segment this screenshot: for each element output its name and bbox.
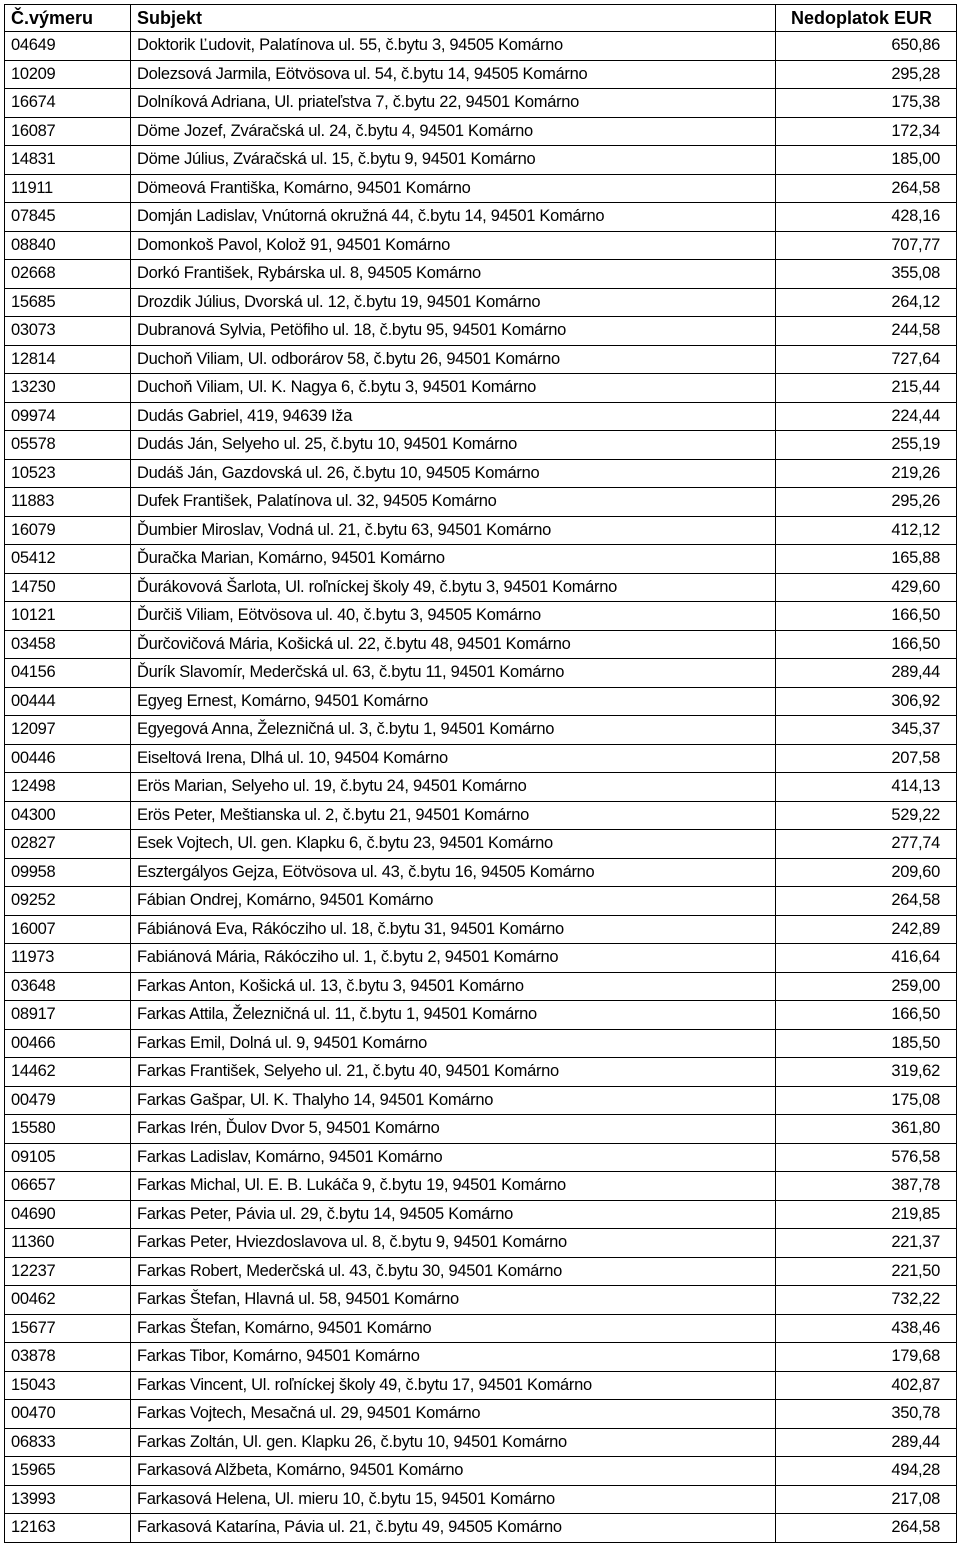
decision-number-cell: 15043: [5, 1371, 131, 1400]
table-row: [5, 915, 957, 944]
subject-cell: Farkas Vincent, Ul. roľníckej školy 49, č.bytu 17, 94501 Komárno: [131, 1371, 776, 1400]
arrears-amount-cell: 259,00: [776, 972, 957, 1001]
table-row: [5, 1286, 957, 1315]
arrears-amount-cell: 529,22: [776, 801, 957, 830]
arrears-amount-cell: 166,50: [776, 602, 957, 631]
arrears-amount-cell: 185,00: [776, 146, 957, 175]
subject-cell: Ďumbier Miroslav, Vodná ul. 21, č.bytu 63, 94501 Komárno: [131, 516, 776, 545]
arrears-amount-cell: 438,46: [776, 1314, 957, 1343]
table-row: [5, 516, 957, 545]
table-row: [5, 545, 957, 574]
subject-cell: Dubranová Sylvia, Petöfiho ul. 18, č.bytu 95, 94501 Komárno: [131, 317, 776, 346]
table-row: [5, 1400, 957, 1429]
decision-number-cell: 02827: [5, 830, 131, 859]
subject-cell: Duchoň Viliam, Ul. odborárov 58, č.bytu 26, 94501 Komárno: [131, 345, 776, 374]
subject-cell: Farkas Štefan, Hlavná ul. 58, 94501 Komárno: [131, 1286, 776, 1315]
subject-cell: Egyegová Anna, Železničná ul. 3, č.bytu 1, 94501 Komárno: [131, 716, 776, 745]
arrears-amount-cell: 242,89: [776, 915, 957, 944]
arrears-amount-cell: 350,78: [776, 1400, 957, 1429]
subject-cell: Dolezsová Jarmila, Eötvösova ul. 54, č.bytu 14, 94505 Komárno: [131, 60, 776, 89]
table-row: [5, 887, 957, 916]
decision-number-cell: 03878: [5, 1343, 131, 1372]
subject-cell: Ďuračka Marian, Komárno, 94501 Komárno: [131, 545, 776, 574]
subject-cell: Domján Ladislav, Vnútorná okružná 44, č.bytu 14, 94501 Komárno: [131, 203, 776, 232]
header-row: [5, 5, 957, 32]
subject-cell: Ďurík Slavomír, Mederčská ul. 63, č.bytu 11, 94501 Komárno: [131, 659, 776, 688]
decision-number-cell: 04690: [5, 1200, 131, 1229]
table-row: [5, 1115, 957, 1144]
table-row: [5, 1514, 957, 1543]
table-row: [5, 1314, 957, 1343]
table-row: [5, 402, 957, 431]
arrears-amount-cell: 224,44: [776, 402, 957, 431]
arrears-amount-cell: 289,44: [776, 1428, 957, 1457]
arrears-amount-cell: 494,28: [776, 1457, 957, 1486]
subject-cell: Ďurčiš Viliam, Eötvösova ul. 40, č.bytu 3, 94505 Komárno: [131, 602, 776, 631]
decision-number-cell: 15685: [5, 288, 131, 317]
decision-number-cell: 12814: [5, 345, 131, 374]
table-row: [5, 1058, 957, 1087]
subject-cell: Farkasová Helena, Ul. mieru 10, č.bytu 15, 94501 Komárno: [131, 1485, 776, 1514]
subject-cell: Duchoň Viliam, Ul. K. Nagya 6, č.bytu 3, 94501 Komárno: [131, 374, 776, 403]
subject-cell: Farkas Emil, Dolná ul. 9, 94501 Komárno: [131, 1029, 776, 1058]
arrears-amount-cell: 219,85: [776, 1200, 957, 1229]
arrears-amount-cell: 306,92: [776, 687, 957, 716]
arrears-amount-cell: 172,34: [776, 117, 957, 146]
table-row: [5, 1029, 957, 1058]
subject-cell: Dudáš Ján, Gazdovská ul. 26, č.bytu 10, 94505 Komárno: [131, 459, 776, 488]
arrears-amount-cell: 295,26: [776, 488, 957, 517]
table-row: [5, 858, 957, 887]
subject-cell: Dolníková Adriana, Ul. priateľstva 7, č.bytu 22, 94501 Komárno: [131, 89, 776, 118]
decision-number-cell: 13230: [5, 374, 131, 403]
decision-number-cell: 11360: [5, 1229, 131, 1258]
table-row: [5, 89, 957, 118]
table-row: [5, 174, 957, 203]
table-row: [5, 459, 957, 488]
table-row: [5, 830, 957, 859]
table-header: [5, 5, 957, 32]
arrears-amount-cell: 429,60: [776, 573, 957, 602]
table-row: [5, 1371, 957, 1400]
decision-number-cell: 04300: [5, 801, 131, 830]
subject-cell: Farkas František, Selyeho ul. 21, č.bytu 40, 94501 Komárno: [131, 1058, 776, 1087]
decision-number-cell: 09974: [5, 402, 131, 431]
decision-number-cell: 06657: [5, 1172, 131, 1201]
table-row: [5, 374, 957, 403]
table-row: [5, 345, 957, 374]
arrears-amount-cell: 576,58: [776, 1143, 957, 1172]
decision-number-cell: 16087: [5, 117, 131, 146]
arrears-amount-cell: 319,62: [776, 1058, 957, 1087]
decision-number-cell: 07845: [5, 203, 131, 232]
subject-cell: Esztergályos Gejza, Eötvösova ul. 43, č.bytu 16, 94505 Komárno: [131, 858, 776, 887]
decision-number-cell: 16674: [5, 89, 131, 118]
table-row: [5, 117, 957, 146]
decision-number-cell: 14750: [5, 573, 131, 602]
decision-number-cell: 00479: [5, 1086, 131, 1115]
decision-number-cell: 09958: [5, 858, 131, 887]
arrears-amount-cell: 207,58: [776, 744, 957, 773]
subject-cell: Farkasová Alžbeta, Komárno, 94501 Komárno: [131, 1457, 776, 1486]
table-row: [5, 146, 957, 175]
table-row: [5, 602, 957, 631]
decision-number-cell: 02668: [5, 260, 131, 289]
subject-cell: Erös Peter, Meštianska ul. 2, č.bytu 21, 94501 Komárno: [131, 801, 776, 830]
arrears-amount-cell: 185,50: [776, 1029, 957, 1058]
decision-number-cell: 03458: [5, 630, 131, 659]
decision-number-cell: 11973: [5, 944, 131, 973]
table-body: [5, 32, 957, 1543]
decision-number-cell: 00462: [5, 1286, 131, 1315]
decision-number-cell: 16007: [5, 915, 131, 944]
table-row: [5, 944, 957, 973]
subject-cell: Dudás Gabriel, 419, 94639 Iža: [131, 402, 776, 431]
arrears-amount-cell: 264,58: [776, 1514, 957, 1543]
table-row: [5, 1001, 957, 1030]
decision-number-cell: 08917: [5, 1001, 131, 1030]
subject-cell: Farkas Vojtech, Mesačná ul. 29, 94501 Komárno: [131, 1400, 776, 1429]
subject-cell: Dufek František, Palatínova ul. 32, 94505 Komárno: [131, 488, 776, 517]
subject-cell: Farkas Tibor, Komárno, 94501 Komárno: [131, 1343, 776, 1372]
decision-number-cell: 16079: [5, 516, 131, 545]
arrears-amount-cell: 402,87: [776, 1371, 957, 1400]
arrears-table: [4, 4, 957, 1543]
decision-number-cell: 12097: [5, 716, 131, 745]
table-row: [5, 203, 957, 232]
arrears-amount-cell: 166,50: [776, 1001, 957, 1030]
decision-number-cell: 10121: [5, 602, 131, 631]
decision-number-cell: 03073: [5, 317, 131, 346]
arrears-amount-cell: 412,12: [776, 516, 957, 545]
table-row: [5, 1143, 957, 1172]
decision-number-cell: 14462: [5, 1058, 131, 1087]
subject-cell: Farkas Robert, Mederčská ul. 43, č.bytu 30, 94501 Komárno: [131, 1257, 776, 1286]
arrears-amount-cell: 361,80: [776, 1115, 957, 1144]
decision-number-cell: 00446: [5, 744, 131, 773]
arrears-amount-cell: 387,78: [776, 1172, 957, 1201]
table-row: [5, 1086, 957, 1115]
table-row: [5, 1343, 957, 1372]
header-arrears-amount: Nedoplatok EUR: [776, 5, 957, 32]
table-row: [5, 687, 957, 716]
subject-cell: Dömeová Františka, Komárno, 94501 Komárno: [131, 174, 776, 203]
table-row: [5, 32, 957, 61]
arrears-amount-cell: 277,74: [776, 830, 957, 859]
arrears-amount-cell: 289,44: [776, 659, 957, 688]
subject-cell: Eiseltová Irena, Dlhá ul. 10, 94504 Komárno: [131, 744, 776, 773]
arrears-amount-cell: 209,60: [776, 858, 957, 887]
arrears-amount-cell: 175,38: [776, 89, 957, 118]
decision-number-cell: 10523: [5, 459, 131, 488]
subject-cell: Farkas Peter, Hviezdoslavova ul. 8, č.bytu 9, 94501 Komárno: [131, 1229, 776, 1258]
decision-number-cell: 09105: [5, 1143, 131, 1172]
subject-cell: Doktorik Ľudovit, Palatínova ul. 55, č.bytu 3, 94505 Komárno: [131, 32, 776, 61]
subject-cell: Döme Jozef, Zváračská ul. 24, č.bytu 4, 94501 Komárno: [131, 117, 776, 146]
arrears-amount-cell: 166,50: [776, 630, 957, 659]
table-row: [5, 488, 957, 517]
decision-number-cell: 04156: [5, 659, 131, 688]
subject-cell: Farkasová Katarína, Pávia ul. 21, č.bytu 49, 94505 Komárno: [131, 1514, 776, 1543]
subject-cell: Fábian Ondrej, Komárno, 94501 Komárno: [131, 887, 776, 916]
arrears-amount-cell: 416,64: [776, 944, 957, 973]
decision-number-cell: 05578: [5, 431, 131, 460]
table-row: [5, 744, 957, 773]
table-row: [5, 431, 957, 460]
arrears-amount-cell: 264,12: [776, 288, 957, 317]
table-row: [5, 1485, 957, 1514]
decision-number-cell: 11911: [5, 174, 131, 203]
arrears-amount-cell: 707,77: [776, 231, 957, 260]
table-row: [5, 317, 957, 346]
decision-number-cell: 10209: [5, 60, 131, 89]
arrears-amount-cell: 414,13: [776, 773, 957, 802]
arrears-amount-cell: 428,16: [776, 203, 957, 232]
decision-number-cell: 06833: [5, 1428, 131, 1457]
subject-cell: Farkas Gašpar, Ul. K. Thalyho 14, 94501 Komárno: [131, 1086, 776, 1115]
subject-cell: Erös Marian, Selyeho ul. 19, č.bytu 24, 94501 Komárno: [131, 773, 776, 802]
decision-number-cell: 00444: [5, 687, 131, 716]
arrears-amount-cell: 264,58: [776, 174, 957, 203]
subject-cell: Fábiánová Eva, Rákócziho ul. 18, č.bytu 31, 94501 Komárno: [131, 915, 776, 944]
subject-cell: Domonkoš Pavol, Kolož 91, 94501 Komárno: [131, 231, 776, 260]
subject-cell: Farkas Peter, Pávia ul. 29, č.bytu 14, 94505 Komárno: [131, 1200, 776, 1229]
subject-cell: Farkas Ladislav, Komárno, 94501 Komárno: [131, 1143, 776, 1172]
subject-cell: Döme Július, Zváračská ul. 15, č.bytu 9, 94501 Komárno: [131, 146, 776, 175]
table-row: [5, 1172, 957, 1201]
decision-number-cell: 00470: [5, 1400, 131, 1429]
decision-number-cell: 12498: [5, 773, 131, 802]
subject-cell: Farkas Michal, Ul. E. B. Lukáča 9, č.bytu 19, 94501 Komárno: [131, 1172, 776, 1201]
header-subject: Subjekt: [131, 5, 776, 32]
arrears-amount-cell: 355,08: [776, 260, 957, 289]
table-row: [5, 1457, 957, 1486]
table-row: [5, 773, 957, 802]
decision-number-cell: 15580: [5, 1115, 131, 1144]
arrears-amount-cell: 217,08: [776, 1485, 957, 1514]
decision-number-cell: 04649: [5, 32, 131, 61]
subject-cell: Drozdik Július, Dvorská ul. 12, č.bytu 19, 94501 Komárno: [131, 288, 776, 317]
arrears-amount-cell: 732,22: [776, 1286, 957, 1315]
decision-number-cell: 14831: [5, 146, 131, 175]
arrears-amount-cell: 221,50: [776, 1257, 957, 1286]
table-row: [5, 659, 957, 688]
decision-number-cell: 12163: [5, 1514, 131, 1543]
decision-number-cell: 05412: [5, 545, 131, 574]
decision-number-cell: 00466: [5, 1029, 131, 1058]
subject-cell: Ďurákovová Šarlota, Ul. roľníckej školy 49, č.bytu 3, 94501 Komárno: [131, 573, 776, 602]
decision-number-cell: 09252: [5, 887, 131, 916]
arrears-amount-cell: 219,26: [776, 459, 957, 488]
table-row: [5, 1428, 957, 1457]
subject-cell: Farkas Štefan, Komárno, 94501 Komárno: [131, 1314, 776, 1343]
decision-number-cell: 15677: [5, 1314, 131, 1343]
subject-cell: Esek Vojtech, Ul. gen. Klapku 6, č.bytu 23, 94501 Komárno: [131, 830, 776, 859]
table-row: [5, 972, 957, 1001]
arrears-amount-cell: 295,28: [776, 60, 957, 89]
arrears-amount-cell: 221,37: [776, 1229, 957, 1258]
table-row: [5, 1229, 957, 1258]
table-row: [5, 231, 957, 260]
arrears-amount-cell: 215,44: [776, 374, 957, 403]
table-row: [5, 716, 957, 745]
arrears-amount-cell: 244,58: [776, 317, 957, 346]
table-row: [5, 288, 957, 317]
table-row: [5, 630, 957, 659]
table-row: [5, 573, 957, 602]
table-row: [5, 260, 957, 289]
arrears-amount-cell: 264,58: [776, 887, 957, 916]
arrears-amount-cell: 650,86: [776, 32, 957, 61]
decision-number-cell: 12237: [5, 1257, 131, 1286]
table-row: [5, 60, 957, 89]
subject-cell: Farkas Anton, Košická ul. 13, č.bytu 3, 94501 Komárno: [131, 972, 776, 1001]
table-row: [5, 1257, 957, 1286]
arrears-table-sheet: [4, 4, 956, 1543]
decision-number-cell: 11883: [5, 488, 131, 517]
arrears-amount-cell: 727,64: [776, 345, 957, 374]
decision-number-cell: 15965: [5, 1457, 131, 1486]
subject-cell: Fabiánová Mária, Rákócziho ul. 1, č.bytu 2, 94501 Komárno: [131, 944, 776, 973]
subject-cell: Farkas Irén, Ďulov Dvor 5, 94501 Komárno: [131, 1115, 776, 1144]
decision-number-cell: 03648: [5, 972, 131, 1001]
arrears-amount-cell: 255,19: [776, 431, 957, 460]
subject-cell: Ďurčovičová Mária, Košická ul. 22, č.bytu 48, 94501 Komárno: [131, 630, 776, 659]
decision-number-cell: 08840: [5, 231, 131, 260]
table-row: [5, 1200, 957, 1229]
arrears-amount-cell: 165,88: [776, 545, 957, 574]
subject-cell: Egyeg Ernest, Komárno, 94501 Komárno: [131, 687, 776, 716]
subject-cell: Farkas Zoltán, Ul. gen. Klapku 26, č.bytu 10, 94501 Komárno: [131, 1428, 776, 1457]
subject-cell: Farkas Attila, Železničná ul. 11, č.bytu 1, 94501 Komárno: [131, 1001, 776, 1030]
arrears-amount-cell: 175,08: [776, 1086, 957, 1115]
arrears-amount-cell: 345,37: [776, 716, 957, 745]
subject-cell: Dudás Ján, Selyeho ul. 25, č.bytu 10, 94501 Komárno: [131, 431, 776, 460]
decision-number-cell: 13993: [5, 1485, 131, 1514]
header-decision-number: Č.výmeru: [5, 5, 131, 32]
subject-cell: Dorkó František, Rybárska ul. 8, 94505 Komárno: [131, 260, 776, 289]
table-row: [5, 801, 957, 830]
arrears-amount-cell: 179,68: [776, 1343, 957, 1372]
